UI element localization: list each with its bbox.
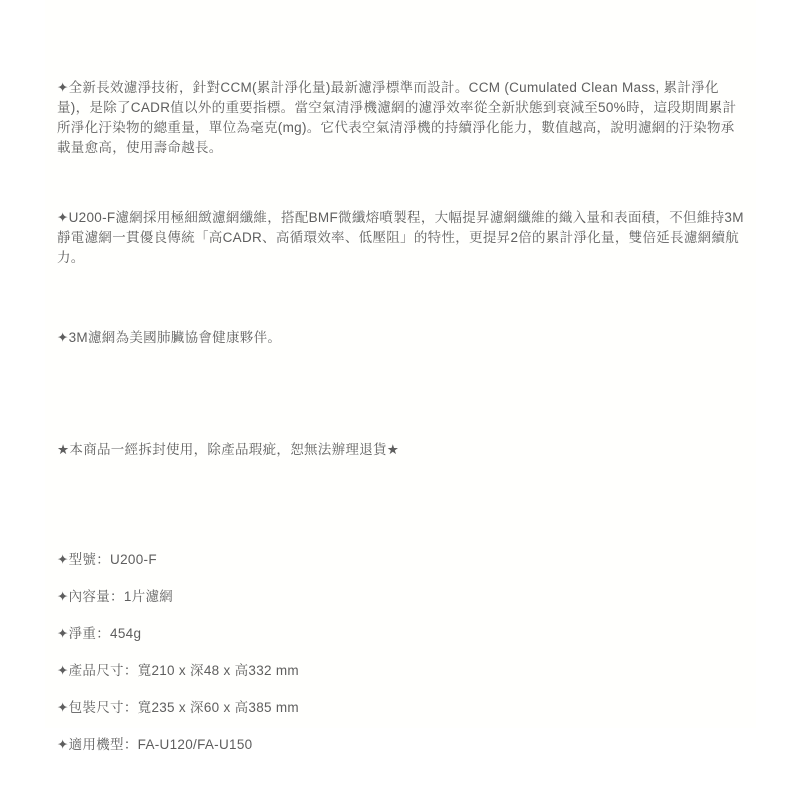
spec-colon: ： <box>123 737 138 752</box>
spec-bullet-icon: ✦ <box>57 589 69 604</box>
spec-value: 寬210 x 深48 x 高332 mm <box>137 663 299 678</box>
spec-value: U200-F <box>110 552 157 567</box>
spec-item-package-dimensions <box>57 698 745 718</box>
spec-label: 適用機型 <box>68 737 124 752</box>
spec-bullet-icon: ✦ <box>57 663 69 678</box>
spec-bullet-icon: ✦ <box>57 626 69 641</box>
feature-paragraph-lung-association: ✦3M濾網為美國肺臟協會健康夥伴。 <box>57 330 282 345</box>
spec-value: 寬235 x 深60 x 高385 mm <box>137 700 299 715</box>
spec-colon: ： <box>110 589 124 604</box>
spec-label: 內容量 <box>68 589 111 604</box>
spec-item-compatible-models <box>57 735 745 755</box>
spec-item-model <box>57 550 745 570</box>
spec-label: 淨重 <box>68 626 97 641</box>
spec-value: FA-U120/FA-U150 <box>137 737 253 752</box>
spec-list <box>57 550 745 755</box>
spec-item-product-dimensions <box>57 661 745 681</box>
spec-value: 1片濾網 <box>123 589 174 604</box>
spec-label: 包裝尺寸 <box>68 700 124 715</box>
spec-label: 型號 <box>68 552 97 567</box>
feature-paragraph-filter-fiber: ✦U200-F濾網採用極細緻濾網纖維，搭配BMF微纖熔噴製程，大幅提昇濾網纖維的織入量和表面積，不但維持3M靜電濾網一貫優良傳統「高CADR、高循環效率、低壓阻」的特性，更提昇2倍的累計淨化量，雙倍延長濾網續航力。 <box>57 210 744 265</box>
return-policy-notice: ★本商品一經拆封使用，除產品瑕疵，恕無法辦理退貨★ <box>57 442 400 457</box>
spec-item-net-weight <box>57 624 745 644</box>
spec-label: 產品尺寸 <box>68 663 124 678</box>
feature-paragraph-ccm: ✦全新長效濾淨技術，針對CCM(累計淨化量)最新濾淨標準而設計。CCM (Cumulated Clean Mass, 累計淨化量)，是除了CADR值以外的重要指標。當空氣清淨機濾網的濾淨效率從全新狀態到衰減至50%時，這段期間累計所淨化汙染物的總重量，單位為毫克(mg)。它代表空氣清淨機的持續淨化能力，數值越高，說明濾網的汙染物承載量愈高，使用壽命越長。 <box>57 80 737 155</box>
spec-colon: ： <box>96 552 111 567</box>
spec-bullet-icon: ✦ <box>57 737 69 752</box>
spec-bullet-icon: ✦ <box>57 552 69 567</box>
spec-bullet-icon: ✦ <box>57 700 69 715</box>
spec-colon: ： <box>96 626 111 641</box>
spec-value: 454g <box>110 626 142 641</box>
spec-colon: ： <box>123 663 138 678</box>
spec-item-contents <box>57 587 745 607</box>
spec-colon: ： <box>123 700 138 715</box>
